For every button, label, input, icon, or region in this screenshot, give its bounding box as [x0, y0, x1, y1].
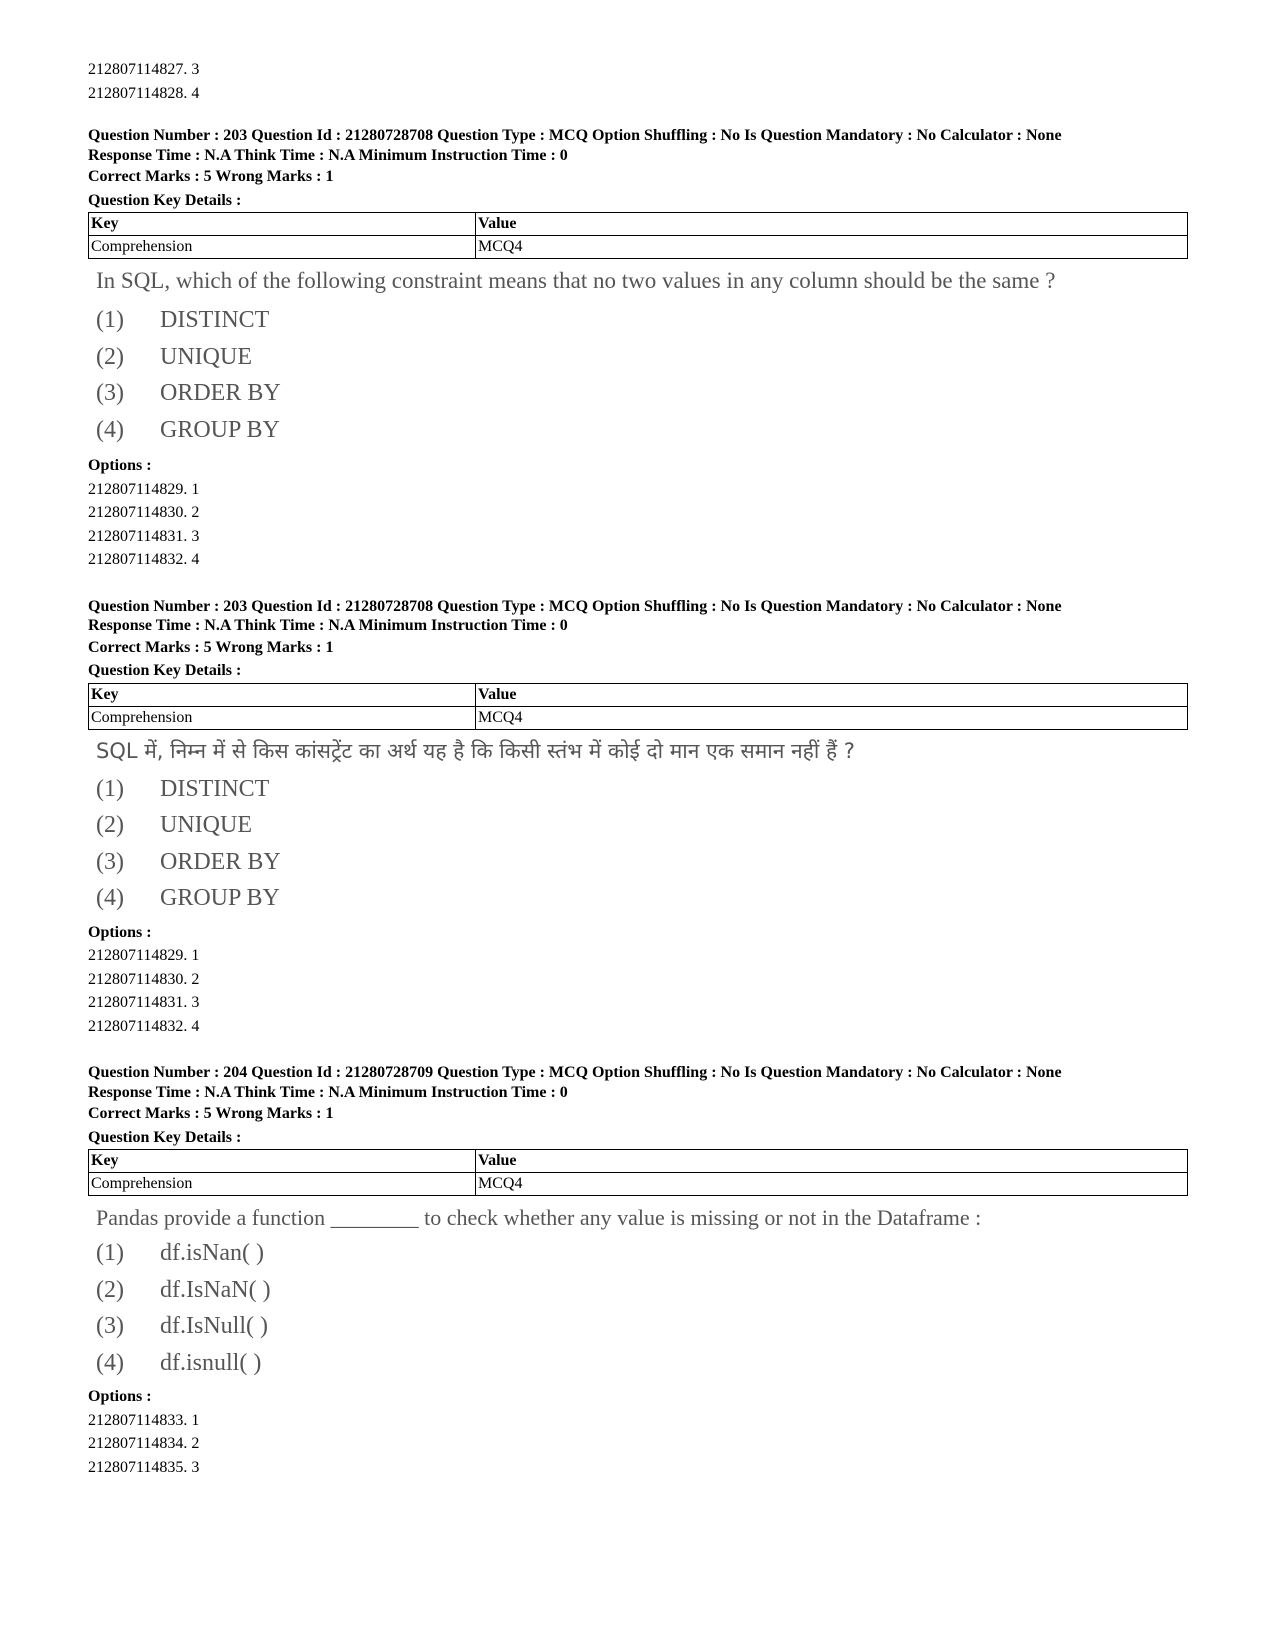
- question-image: [88, 1196, 1200, 1381]
- table-header-value: Value: [476, 213, 1188, 236]
- option-id-line: 212807114832. 4: [88, 551, 200, 568]
- table-cell-value: MCQ4: [476, 236, 1188, 259]
- key-details-table: [88, 1149, 1188, 1196]
- table-header-row: [89, 1150, 1188, 1173]
- option-id-line: 212807114830. 2: [88, 970, 200, 988]
- response-time-line: Response Time : N.A Think Time : N.A Minimum Instruction Time : 0: [88, 617, 568, 634]
- question-image: [88, 259, 1200, 448]
- options-label: Options :: [88, 923, 152, 941]
- choice-item: [96, 844, 1200, 881]
- option-id-line: 212807114829. 1: [88, 947, 200, 964]
- question-header: Question Number : 203 Question Id : 21280728708 Question Type : MCQ Option Shuffling : No Is Question Mandatory : No Calculator : None: [88, 127, 1062, 144]
- choice-number: (4): [96, 1349, 124, 1376]
- table-cell-key: Comprehension: [89, 706, 476, 729]
- choice-item: [96, 807, 1200, 844]
- options-label: Options :: [88, 1388, 152, 1405]
- choice-item: [96, 1235, 1200, 1272]
- choice-list: [96, 767, 1200, 917]
- option-id-line: 212807114827. 3: [88, 61, 200, 78]
- option-id-line: 212807114831. 3: [88, 527, 200, 545]
- choice-item: [96, 412, 1200, 449]
- option-id-line: 212807114833. 1: [88, 1411, 200, 1429]
- table-header-row: [89, 213, 1188, 236]
- table-cell-key: Comprehension: [89, 236, 476, 259]
- choice-text: GROUP BY: [160, 416, 280, 443]
- choice-text: UNIQUE: [160, 812, 252, 838]
- choice-number: (4): [96, 416, 124, 443]
- option-id-line: 212807114831. 3: [88, 994, 200, 1011]
- choice-text: DISTINCT: [160, 307, 270, 333]
- choice-item: [96, 339, 1200, 376]
- choice-text: ORDER BY: [160, 380, 281, 406]
- table-header-key: Key: [89, 1150, 476, 1173]
- key-details-table: [88, 212, 1188, 259]
- option-id-line: 212807114835. 3: [88, 1458, 200, 1476]
- marks-line: Correct Marks : 5 Wrong Marks : 1: [88, 638, 334, 656]
- table-header-row: [89, 683, 1188, 706]
- choice-item: [96, 771, 1200, 808]
- options-label: Options :: [88, 457, 152, 474]
- question-text: Pandas provide a function ________ to check whether any value is missing or not in the Dataframe :: [96, 1205, 982, 1230]
- table-row: [89, 1173, 1188, 1196]
- choice-number: (3): [96, 848, 124, 875]
- table-row: [89, 236, 1188, 259]
- choice-number: (3): [96, 1313, 124, 1339]
- choice-number: (4): [96, 885, 124, 911]
- table-cell-value: MCQ4: [476, 1173, 1188, 1196]
- choice-number: (1): [96, 1240, 124, 1266]
- question-block-1: [88, 126, 1200, 572]
- table-row: [89, 706, 1188, 729]
- prev-options-list: [88, 58, 1200, 105]
- choice-number: (2): [96, 812, 124, 838]
- key-details-table: [88, 683, 1188, 730]
- table-header-key: Key: [89, 683, 476, 706]
- choice-text: GROUP BY: [160, 885, 280, 911]
- question-text: SQL में, निम्न में से किस कांसट्रेंट का अर्थ यह है कि किसी स्तंभ में कोई दो मान एक समान नहीं हैं ?: [96, 738, 855, 763]
- response-time-line: Response Time : N.A Think Time : N.A Minimum Instruction Time : 0: [88, 146, 568, 164]
- marks-line: Correct Marks : 5 Wrong Marks : 1: [88, 1105, 334, 1122]
- key-details-label: Question Key Details :: [88, 662, 242, 679]
- question-block-3: [88, 1063, 1200, 1479]
- question-header: Question Number : 203 Question Id : 21280728708 Question Type : MCQ Option Shuffling : No Is Question Mandatory : No Calculator : None: [88, 597, 1062, 615]
- option-id-line: 212807114829. 1: [88, 480, 200, 498]
- table-cell-key: Comprehension: [89, 1173, 476, 1196]
- choice-text: DISTINCT: [160, 775, 270, 802]
- choice-number: (1): [96, 775, 124, 802]
- choice-text: df.isNan( ): [160, 1240, 264, 1266]
- option-id-line: 212807114830. 2: [88, 504, 200, 521]
- table-header-key: Key: [89, 213, 476, 236]
- choice-number: (2): [96, 343, 124, 370]
- choice-item: [96, 880, 1200, 917]
- table-header-value: Value: [476, 1150, 1188, 1173]
- choice-number: (1): [96, 307, 124, 333]
- choice-text: df.isnull( ): [160, 1349, 262, 1376]
- question-block-2: [88, 597, 1200, 1039]
- choice-item: [96, 375, 1200, 412]
- question-image: [88, 730, 1200, 917]
- key-details-label: Question Key Details :: [88, 1128, 242, 1146]
- choice-list: [96, 296, 1200, 448]
- document-page: [88, 58, 1200, 1479]
- choice-list: [96, 1233, 1200, 1381]
- option-id-line: 212807114832. 4: [88, 1017, 200, 1035]
- question-text: In SQL, which of the following constraint means that no two values in any column should be the same ?: [96, 268, 1056, 293]
- choice-text: df.IsNull( ): [160, 1313, 268, 1339]
- question-header: Question Number : 204 Question Id : 21280728709 Question Type : MCQ Option Shuffling : No Is Question Mandatory : No Calculator : None: [88, 1064, 1062, 1081]
- option-id-line: 212807114828. 4: [88, 84, 200, 102]
- response-time-line: Response Time : N.A Think Time : N.A Minimum Instruction Time : 0: [88, 1083, 568, 1101]
- choice-number: (3): [96, 380, 124, 406]
- choice-item: [96, 1308, 1200, 1345]
- table-cell-value: MCQ4: [476, 706, 1188, 729]
- key-details-label: Question Key Details :: [88, 191, 242, 209]
- choice-number: (2): [96, 1276, 124, 1303]
- option-id-line: 212807114834. 2: [88, 1435, 200, 1452]
- choice-text: ORDER BY: [160, 848, 281, 875]
- table-header-value: Value: [476, 683, 1188, 706]
- marks-line: Correct Marks : 5 Wrong Marks : 1: [88, 168, 334, 185]
- choice-item: [96, 302, 1200, 339]
- choice-text: df.IsNaN( ): [160, 1276, 271, 1303]
- choice-text: UNIQUE: [160, 343, 252, 370]
- choice-item: [96, 1345, 1200, 1382]
- choice-item: [96, 1272, 1200, 1309]
